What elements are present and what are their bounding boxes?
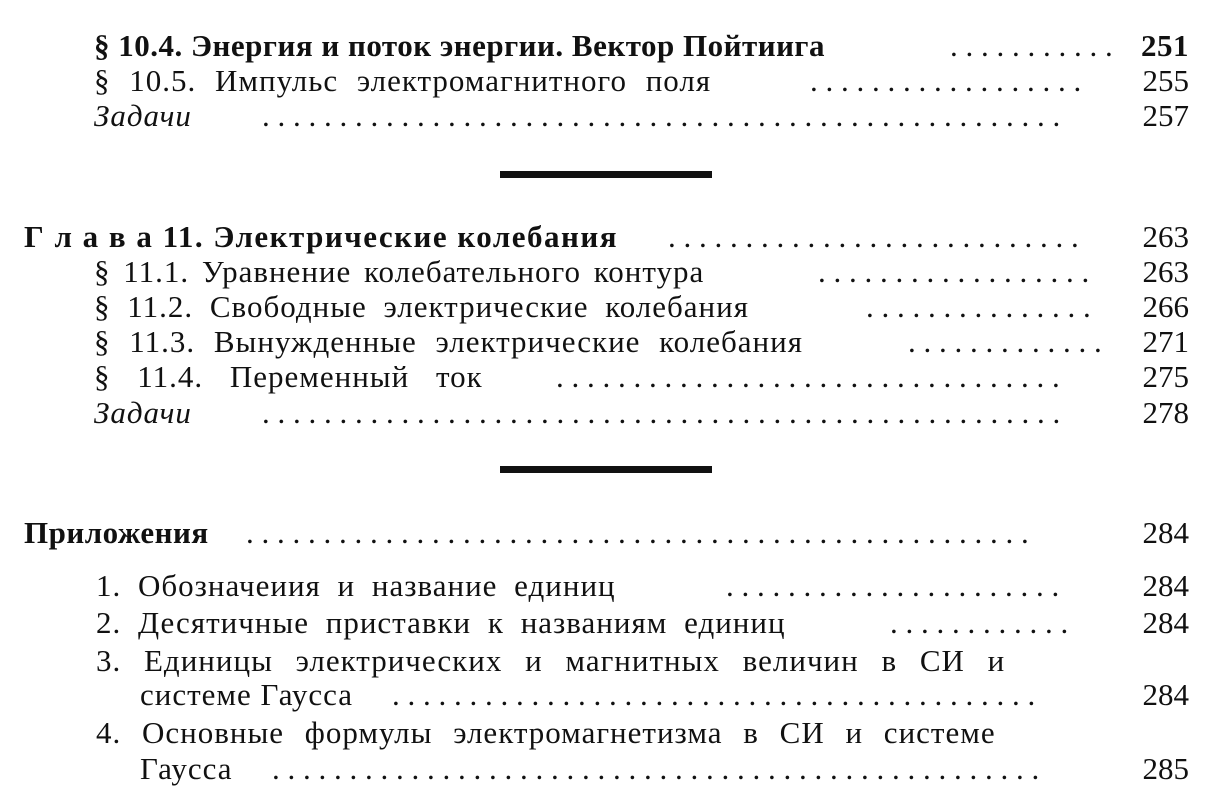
entry-page: 278 bbox=[1142, 395, 1189, 430]
entry-label: § 10.5. Импульс электромагнитного поля bbox=[94, 63, 712, 98]
entry-label: § 11.1. Уравнение колебательного контура bbox=[94, 254, 705, 289]
entry-label: Задачи bbox=[94, 98, 192, 133]
entry-page: 285 bbox=[1142, 751, 1189, 786]
entry-label: § 11.3. Вынужденные электрические колебания bbox=[94, 324, 803, 359]
toc-appendix-2 bbox=[0, 606, 1209, 640]
dot-leader: . . . . . . . . . . . . . . . . . . . . . . . . . . . . . . . . . . . . . . . . . . . . . . . . . . bbox=[272, 752, 1040, 786]
entry-label: 3. Единицы электрических и магнитных величин в СИ и bbox=[96, 643, 1006, 678]
dot-leader: . . . . . . . . . . . . . . . . . . . . . . . . . . . bbox=[668, 220, 1079, 254]
entry-label: Приложения bbox=[24, 515, 209, 550]
dot-leader: . . . . . . . . . . . . . . . . . . . . . . . . . . . . . . . . . . . . . . . . . . . . . . . . . . . bbox=[246, 516, 1029, 550]
toc-entry-10-5 bbox=[0, 64, 1209, 98]
toc-chapter-11 bbox=[0, 220, 1209, 254]
entry-page: 257 bbox=[1142, 98, 1189, 133]
toc-appendix-4-cont bbox=[0, 752, 1209, 786]
entry-page: 284 bbox=[1142, 568, 1189, 603]
dot-leader: . . . . . . . . . . . . . . . . . . . . . . . . . . . . . . . . . . . . . . . . . . bbox=[392, 678, 1036, 712]
entry-page: 284 bbox=[1142, 677, 1189, 712]
dot-leader: . . . . . . . . . . . . bbox=[890, 606, 1069, 640]
entry-page: 251 bbox=[1141, 28, 1189, 63]
dot-leader: . . . . . . . . . . . . . . . . . . bbox=[810, 64, 1082, 98]
toc-entry-11-3 bbox=[0, 325, 1209, 359]
dot-leader: . . . . . . . . . . . . . . . . . . bbox=[818, 255, 1090, 289]
toc-entry-problems-11 bbox=[0, 396, 1209, 430]
dot-leader: . . . . . . . . . . . . . . . . . . . . . . . . . . . . . . . . . bbox=[556, 360, 1060, 394]
entry-page: 284 bbox=[1142, 605, 1189, 640]
dot-leader: . . . . . . . . . . . bbox=[950, 29, 1113, 63]
entry-label: § 11.2. Свободные электрические колебания bbox=[94, 289, 749, 324]
entry-page: 255 bbox=[1142, 63, 1189, 98]
toc-appendices bbox=[0, 516, 1209, 550]
dot-leader: . . . . . . . . . . . . . . . . . . . . . . . . . . . . . . . . . . . . . . . . . . . . . . . . . . . . bbox=[262, 99, 1061, 133]
section-divider bbox=[500, 466, 712, 473]
entry-page: 263 bbox=[1142, 219, 1189, 254]
toc-appendix-4 bbox=[0, 716, 1209, 750]
toc-entry-11-1 bbox=[0, 255, 1209, 289]
entry-label: системе Гаусса bbox=[140, 677, 354, 712]
entry-page: 266 bbox=[1142, 289, 1189, 324]
entry-label: 1. Обозначеиия и название единиц bbox=[96, 568, 616, 603]
dot-leader: . . . . . . . . . . . . . bbox=[908, 325, 1102, 359]
entry-label: Гаусса bbox=[140, 751, 233, 786]
dot-leader: . . . . . . . . . . . . . . . . . . . . . . . . . . . . . . . . . . . . . . . . . . . . . . . . . . . . bbox=[262, 396, 1061, 430]
entry-label: § 11.4. Переменный ток bbox=[94, 359, 483, 394]
toc-entry-problems-10 bbox=[0, 99, 1209, 133]
dot-leader: . . . . . . . . . . . . . . . bbox=[866, 290, 1091, 324]
toc-entry-11-4 bbox=[0, 360, 1209, 394]
dot-leader: . . . . . . . . . . . . . . . . . . . . . . bbox=[726, 569, 1060, 603]
entry-page: 271 bbox=[1142, 324, 1189, 359]
toc-appendix-3-cont bbox=[0, 678, 1209, 712]
toc-entry-10-4 bbox=[0, 29, 1209, 63]
toc-appendix-1 bbox=[0, 569, 1209, 603]
toc-entry-11-2 bbox=[0, 290, 1209, 324]
entry-page: 263 bbox=[1142, 254, 1189, 289]
entry-label: 2. Десятичные приставки к названиям единиц bbox=[96, 605, 786, 640]
entry-page: 284 bbox=[1142, 515, 1189, 550]
toc-appendix-3 bbox=[0, 644, 1209, 678]
entry-page: 275 bbox=[1142, 359, 1189, 394]
section-divider bbox=[500, 171, 712, 178]
entry-label: Задачи bbox=[94, 395, 192, 430]
entry-label: 4. Основные формулы электромагнетизма в СИ и системе bbox=[96, 715, 996, 750]
entry-label: § 10.4. Энергия и поток энергии. Вектор Пойтиига bbox=[94, 28, 826, 63]
entry-label: Г л а в а 11. Электрические колебания bbox=[24, 219, 619, 254]
